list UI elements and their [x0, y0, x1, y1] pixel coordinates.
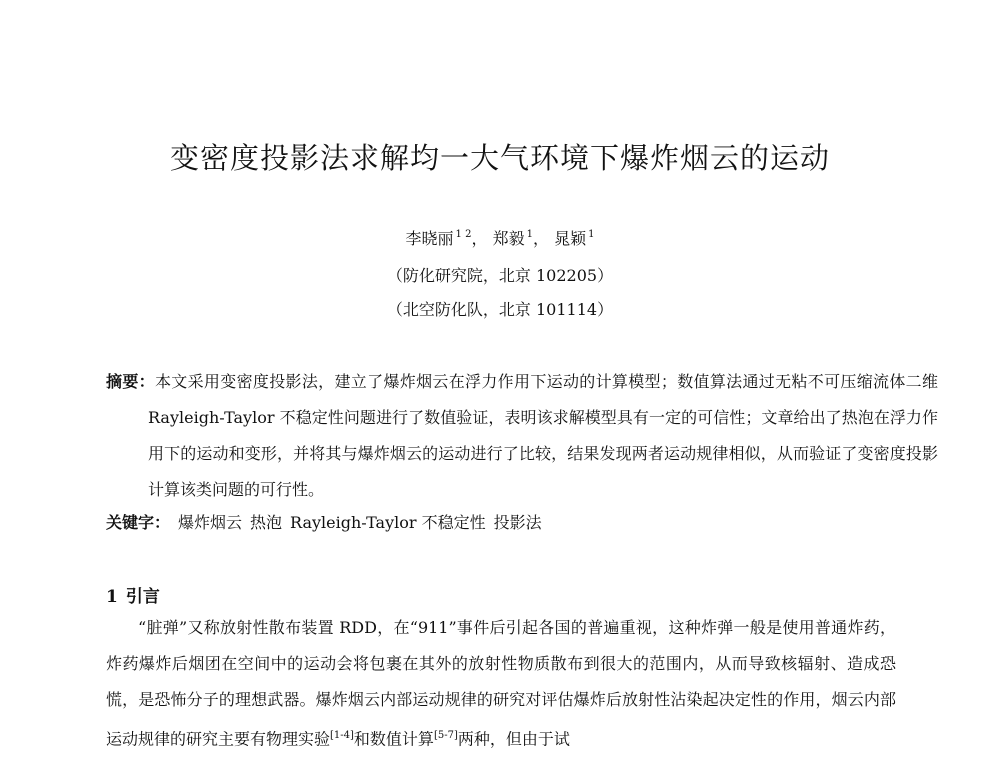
- author-name: 晁颖: [554, 229, 587, 248]
- keyword: Rayleigh-Taylor 不稳定性: [290, 513, 486, 532]
- intro-text: 两种，但由于试: [457, 729, 570, 749]
- section-number: 1: [106, 587, 118, 607]
- keyword: 投影法: [493, 513, 542, 532]
- keywords: [106, 510, 550, 533]
- section-heading: [106, 582, 160, 607]
- abstract-label: 摘要：: [106, 372, 155, 391]
- author-separator: ，: [532, 229, 549, 248]
- keywords-label: 关键字：: [106, 513, 171, 532]
- citation: [5-7]: [433, 730, 458, 741]
- author-affiliation-mark: 1: [526, 229, 533, 240]
- keyword: 爆炸烟云: [178, 513, 243, 532]
- author-list: [0, 226, 1000, 249]
- author-name: 李晓丽: [405, 229, 454, 248]
- affiliation-2: （北空防化队，北京 101114）: [386, 300, 614, 319]
- section-title: 引言: [125, 587, 160, 607]
- keyword: 热泡: [250, 513, 283, 532]
- abstract: [106, 364, 938, 508]
- introduction-paragraph: [106, 610, 896, 757]
- intro-text: “脏弹”又称放射性散布装置 RDD，在“911”事件后引起各国的普遍重视，这种炸弹一般是使用普通炸药，炸药爆炸后烟团在空间中的运动会将包裹在其外的放射性物质散布到很大的范围内，从而导致核辐射、造成恐慌，是恐怖分子的理想武器。爆炸烟云内部运动规律的研究对评估爆炸后放射性沾染起决定性的作用，烟云内部运动规律的研究主要有物理实验: [106, 618, 896, 749]
- citation: [1-4]: [330, 730, 354, 741]
- author-name: 郑毅: [492, 229, 525, 248]
- paper-title: 变密度投影法求解均一大气环境下爆炸烟云的运动: [169, 141, 830, 175]
- affiliation-1: （防化研究院，北京 102205）: [386, 266, 614, 285]
- abstract-text: 本文采用变密度投影法，建立了爆炸烟云在浮力作用下运动的计算模型；数值算法通过无粘不可压缩流体二维 Rayleigh-Taylor 不稳定性问题进行了数值验证，表明该求解模型具有一定的可信性；文章给出了热泡在浮力作用下的运动和变形，并将其与爆炸烟云的运动进行了比较，结果发现两者运动规律相似，从而验证了变密度投影计算该类问题的可行性。: [148, 372, 938, 499]
- author-affiliation-mark: 1: [588, 229, 595, 240]
- intro-text: 和数值计算: [353, 729, 434, 749]
- author-affiliation-mark: 1 2: [455, 229, 472, 240]
- author-separator: ，: [471, 229, 488, 248]
